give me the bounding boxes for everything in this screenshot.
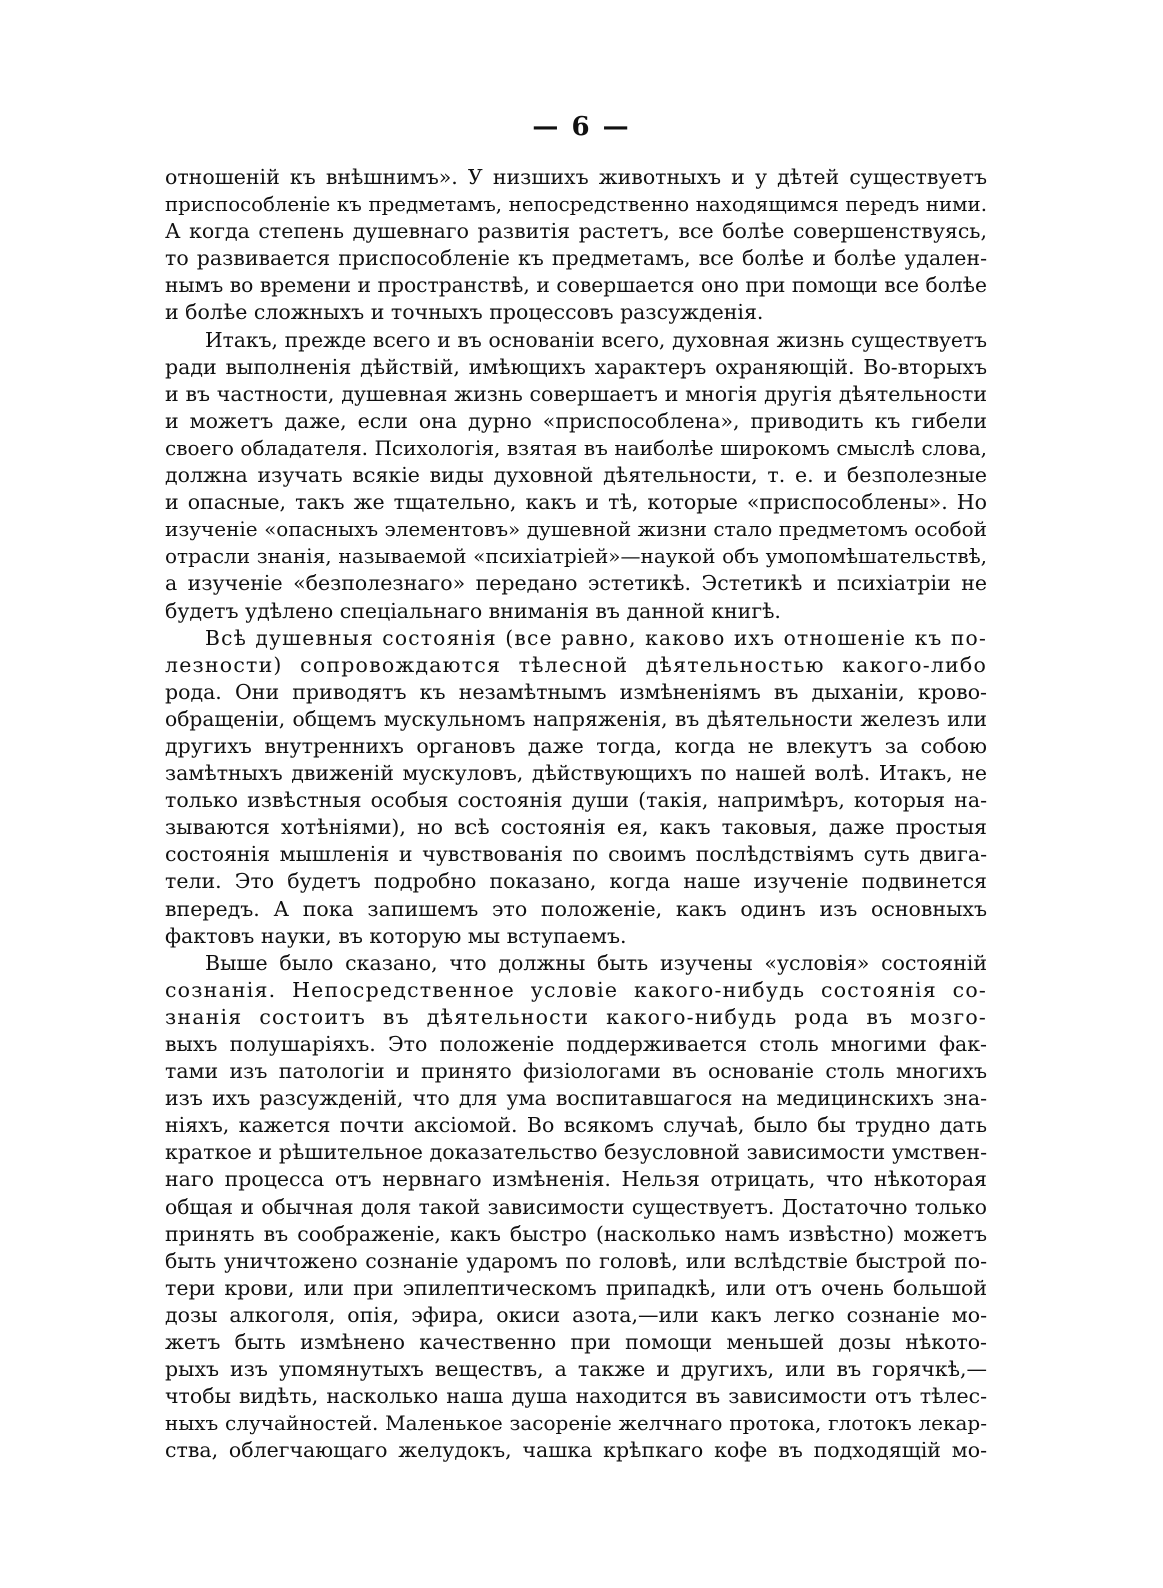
text-line: Выше было сказано, что должны быть изучены «условія» состояній bbox=[205, 950, 987, 975]
text-line: жетъ быть измѣнено качественно при помощи меньшей дозы нѣкото- bbox=[165, 1330, 987, 1355]
text-line: зываются хотѣніями), но всѣ состоянія ея, какъ таковыя, даже простыя bbox=[165, 815, 987, 840]
text-line: рода. Они приводятъ къ незамѣтнымъ измѣненіямъ въ дыханіи, крово- bbox=[165, 679, 987, 704]
text-line: а изученіе «безполезнаго» передано эстетикѣ. Эстетикѣ и психіатріи не bbox=[165, 571, 987, 596]
text-line: сознанія. Непосредственное условіе какого-нибудь состоянія со- bbox=[165, 977, 987, 1002]
text-line: другихъ внутреннихъ органовъ даже тогда, когда не влекутъ за собою bbox=[165, 733, 987, 758]
text-line: нымъ во времени и пространствѣ, и совершается оно при помощи все болѣе bbox=[165, 273, 987, 298]
text-line: ства, облегчающаго желудокъ, чашка крѣпкаго кофе въ подходящій мо- bbox=[165, 1438, 987, 1463]
text-line: впередъ. А пока запишемъ это положеніе, какъ одинъ изъ основныхъ bbox=[165, 896, 987, 921]
text-line: ради выполненія дѣйствій, имѣющихъ характеръ охраняющій. Во-вторыхъ bbox=[165, 354, 987, 379]
text-line: лезности) сопровождаются тѣлесной дѣятельностью какого-либо bbox=[165, 652, 987, 677]
text-line: и можетъ даже, если она дурно «приспособлена», приводить къ гибели bbox=[165, 408, 987, 433]
text-line: принять въ соображеніе, какъ быстро (насколько намъ извѣстно) можетъ bbox=[165, 1221, 987, 1246]
text-line: приспособленіе къ предметамъ, непосредственно находящимся передъ ними. bbox=[165, 193, 987, 217]
text-line: Всѣ душевныя состоянія (все равно, каково ихъ отношеніе къ по- bbox=[205, 625, 987, 650]
text-line: чтобы видѣть, насколько наша душа находится въ зависимости отъ тѣлес- bbox=[165, 1384, 987, 1409]
text-line: общая и обычная доля такой зависимости существуетъ. Достаточно только bbox=[165, 1194, 987, 1219]
text-line: и опасные, такъ же тщательно, какъ и тѣ, которые «приспособлены». Но bbox=[165, 490, 987, 515]
text-line: А когда степень душевнаго развитія растетъ, все болѣе совершенствуясь, bbox=[165, 219, 987, 244]
text-line: изученіе «опасныхъ элементовъ» душевной жизни стало предметомъ особой bbox=[165, 517, 987, 542]
text-line: изъ ихъ разсужденій, что для ума воспитавшагося на медицинскихъ зна- bbox=[165, 1086, 987, 1111]
text-line: дозы алкоголя, опія, эфира, окиси азота,—или какъ легко сознаніе мо- bbox=[165, 1302, 987, 1327]
text-line: рыхъ изъ упомянутыхъ веществъ, а также и другихъ, или въ горячкѣ,— bbox=[165, 1357, 987, 1382]
text-line: обращеніи, общемъ мускульномъ напряженія, въ дѣятельности железъ или bbox=[165, 706, 987, 731]
body-text bbox=[165, 164, 987, 1465]
text-line: наго процесса отъ нервнаго измѣненія. Нельзя отрицать, что нѣкоторая bbox=[165, 1167, 987, 1192]
text-line: и въ частности, душевная жизнь совершаетъ и многія другія дѣятельности bbox=[165, 381, 987, 406]
text-line: ніяхъ, кажется почти аксіомой. Во всякомъ случаѣ, было бы трудно дать bbox=[165, 1113, 987, 1138]
text-line: то развивается приспособленіе къ предметамъ, все болѣе и болѣе удален- bbox=[165, 246, 987, 271]
text-line: ныхъ случайностей. Маленькое засореніе желчнаго протока, глотокъ лекар- bbox=[165, 1411, 987, 1436]
text-line: и болѣе сложныхъ и точныхъ процессовъ разсужденія. bbox=[165, 300, 764, 325]
text-line: знанія состоитъ въ дѣятельности какого-нибудь рода въ мозго- bbox=[165, 1004, 987, 1029]
text-line: краткое и рѣшительное доказательство безусловной зависимости умствен- bbox=[165, 1140, 987, 1165]
text-line: будетъ удѣлено спеціальнаго вниманія въ данной книгѣ. bbox=[165, 598, 781, 623]
text-line: фактовъ науки, въ которую мы вступаемъ. bbox=[165, 923, 627, 948]
text-line: только извѣстныя особыя состоянія души (такія, напримѣръ, которыя на- bbox=[165, 788, 987, 813]
text-line: выхъ полушаріяхъ. Это положеніе поддерживается столь многими фак- bbox=[165, 1032, 987, 1056]
text-line: своего обладателя. Психологія, взятая въ наиболѣе широкомъ смыслѣ слова, bbox=[165, 435, 987, 460]
page-number: — 6 — bbox=[532, 112, 631, 142]
text-line: отношеній къ внѣшнимъ». У низшихъ животныхъ и у дѣтей существуетъ bbox=[165, 165, 987, 189]
text-line: замѣтныхъ движеній мускуловъ, дѣйствующихъ по нашей волѣ. Итакъ, не bbox=[165, 761, 987, 786]
text-line: тери крови, или при эпилептическомъ припадкѣ, или отъ очень большой bbox=[165, 1275, 987, 1300]
text-line: состоянія мышленія и чувствованія по своимъ послѣдствіямъ суть двига- bbox=[165, 842, 987, 867]
text-line: тами изъ патологіи и принято физіологами въ основаніе столь многихъ bbox=[165, 1059, 987, 1084]
text-line: тели. Это будетъ подробно показано, когда наше изученіе подвинется bbox=[165, 869, 987, 894]
text-line: Итакъ, прежде всего и въ основаніи всего, духовная жизнь существуетъ bbox=[205, 327, 987, 352]
text-line: быть уничтожено сознаніе ударомъ по головѣ, или вслѣдствіе быстрой по- bbox=[165, 1248, 987, 1273]
text-line: отрасли знанія, называемой «психіатріей»—наукой объ умопомѣшательствѣ, bbox=[165, 544, 987, 569]
text-line: должна изучать всякіе виды духовной дѣятельности, т. е. и безполезные bbox=[165, 463, 987, 488]
